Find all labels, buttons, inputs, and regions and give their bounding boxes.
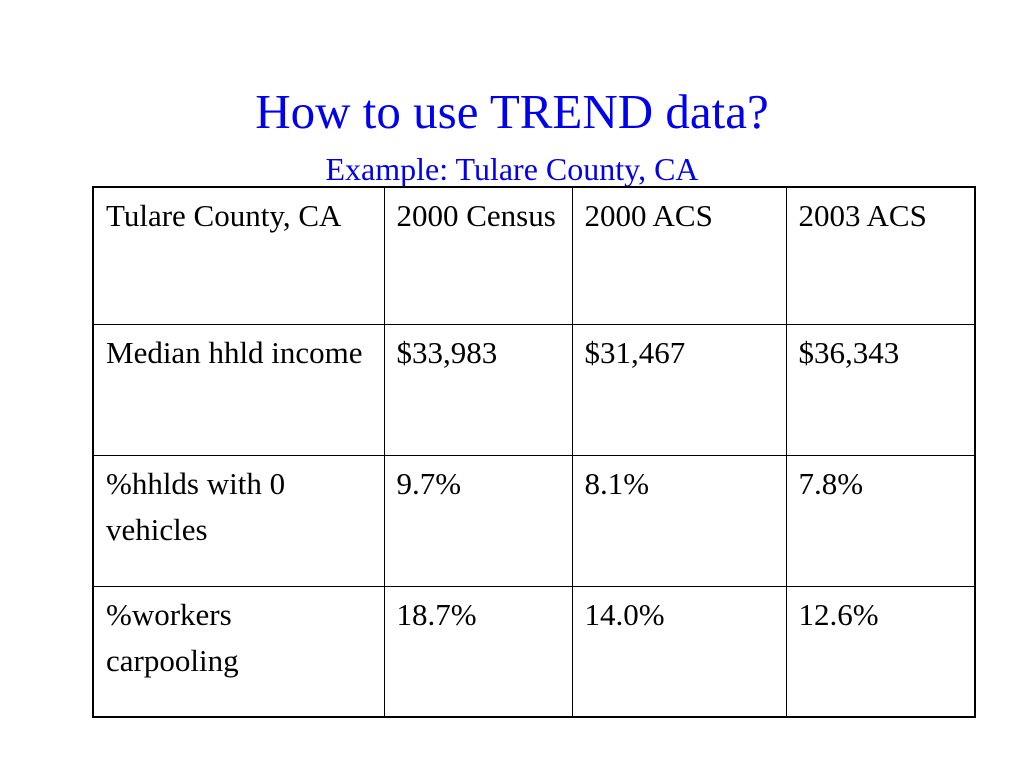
table-cell: $36,343 [786, 324, 975, 455]
header-cell-geography: Tulare County, CA [93, 187, 384, 324]
trend-data-table [92, 186, 976, 718]
slide-subtitle: Example: Tulare County, CA [325, 151, 699, 187]
table-cell: $33,983 [384, 324, 572, 455]
table-cell: 12.6% [786, 586, 975, 717]
header-cell-2003-acs: 2003 ACS [786, 187, 975, 324]
row-label: Median hhld income [93, 324, 384, 455]
table-cell: $31,467 [572, 324, 786, 455]
row-label: %workers carpooling [93, 586, 384, 717]
table-row [93, 324, 975, 455]
header-cell-2000-acs: 2000 ACS [572, 187, 786, 324]
row-label: %hhlds with 0 vehicles [93, 455, 384, 586]
table-cell: 14.0% [572, 586, 786, 717]
header-cell-2000-census: 2000 Census [384, 187, 572, 324]
table-cell: 7.8% [786, 455, 975, 586]
table-header-row [93, 187, 975, 324]
table-cell: 8.1% [572, 455, 786, 586]
slide-title: How to use TREND data? [255, 84, 769, 139]
table-cell: 9.7% [384, 455, 572, 586]
table-row [93, 455, 975, 586]
table-cell: 18.7% [384, 586, 572, 717]
table-row [93, 586, 975, 717]
